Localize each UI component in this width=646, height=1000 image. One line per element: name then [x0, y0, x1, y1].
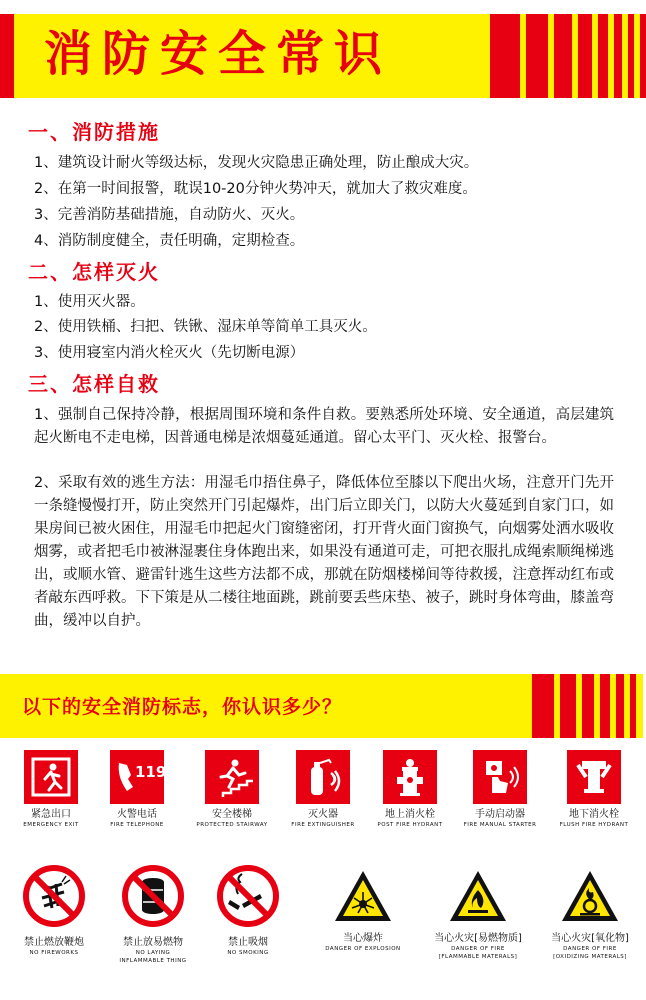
sign-flush-hydrant [556, 750, 632, 829]
banner-left-accent [0, 14, 14, 98]
list-item: 2、使用铁桶、扫把、铁锹、湿床单等简单工具灭火。 [34, 319, 377, 335]
section-title-measures: 一、消防措施 [28, 120, 160, 144]
section-title-extinguish: 二、怎样灭火 [28, 260, 160, 284]
page-title: 消防安全常识 [44, 26, 393, 82]
signs-banner-stripes [532, 674, 636, 738]
sign-label-cn: 当心火灾[易燃物质] [434, 933, 522, 944]
explosion-warning-icon [332, 868, 394, 924]
sign-label-en: EMERGENCY EXIT [23, 822, 79, 828]
sign-label-cn: 当心火灾[氧化物] [551, 933, 629, 944]
sign-fire-extinguisher [290, 750, 356, 829]
list-item: 3、完善消防基础措施，自动防火、灭火。 [34, 207, 305, 223]
sign-no-flammable [108, 864, 198, 965]
fire-number-text: 119 [135, 763, 167, 781]
no-fireworks-icon [22, 864, 86, 928]
sign-label-cn: 灭火器 [308, 809, 338, 820]
sign-label-cn: 手动启动器 [475, 809, 525, 820]
sign-label-en: DANGER OF FIRE [OXIDIZING MATERALS] [553, 946, 627, 960]
sign-fire-telephone [104, 750, 170, 829]
sign-safety-stair [196, 750, 268, 829]
fire-extinguisher-icon [296, 750, 350, 804]
sign-label-cn: 安全楼梯 [212, 809, 252, 820]
sign-explosion-warning [318, 868, 408, 953]
sign-label-en: POST FIRE HYDRANT [377, 822, 443, 828]
sign-emergency-exit [18, 750, 84, 829]
sign-label-en: FLUSH FIRE HYDRANT [559, 822, 629, 828]
fire-telephone-icon [110, 750, 167, 804]
manual-starter-icon [473, 750, 527, 804]
sign-label-en: NO SMOKING [227, 950, 269, 956]
sign-no-smoking [208, 864, 288, 957]
emergency-exit-icon [24, 750, 78, 804]
post-hydrant-icon [383, 750, 437, 804]
sign-label-cn: 禁止放易燃物 [123, 937, 183, 948]
sign-label-cn: 紧急出口 [31, 809, 71, 820]
flush-hydrant-icon [567, 750, 621, 804]
sign-label-cn: 地下消火栓 [569, 809, 619, 820]
sign-label-cn: 地上消火栓 [385, 809, 435, 820]
sign-label-en: FIRE TELEPHONE [110, 822, 164, 828]
sign-label-en: NO FIREWORKS [29, 950, 79, 956]
sign-label-en: DANGER OF FIRE [FLAMMABLE MATERALS] [438, 946, 518, 960]
sign-label-cn: 禁止燃放鞭炮 [24, 937, 84, 948]
sign-flammable-warning [428, 868, 528, 961]
list-item: 1、使用灭火器。 [34, 294, 145, 310]
no-flammable-icon [121, 864, 185, 928]
sign-label-cn: 当心爆炸 [343, 933, 383, 944]
sign-label-cn: 火警电话 [117, 809, 157, 820]
banner-stripes [490, 14, 646, 98]
safety-stair-icon [205, 750, 259, 804]
section-title-selfrescue: 三、怎样自救 [28, 372, 160, 396]
list-item: 2、在第一时间报警，耽误10-20分钟火势冲天，就加大了救灾难度。 [34, 181, 477, 197]
flammable-warning-icon [447, 868, 509, 924]
sign-label-cn: 禁止吸烟 [228, 937, 268, 948]
list-item: 1、建筑设计耐火等级达标，发现火灾隐患正确处理，防止酿成大灾。 [34, 155, 479, 171]
list-item: 3、使用寝室内消火栓灭火（先切断电源） [34, 345, 305, 361]
sign-label-en: FIRE EXTINGUISHER [291, 822, 355, 828]
list-item: 4、消防制度健全，责任明确，定期检查。 [34, 233, 305, 249]
no-smoking-icon [216, 864, 280, 928]
sign-oxidizing-warning [540, 868, 640, 961]
sign-label-en: FIRE MANUAL STARTER [463, 822, 537, 828]
sign-no-fireworks [12, 864, 96, 957]
sign-label-en: NO LAYING INFLAMMABLE THING [119, 950, 187, 964]
oxidizing-warning-icon [559, 868, 621, 924]
paragraph-selfrescue-2: 2、采取有效的逃生方法：用湿毛巾捂住鼻子，降低体位至膝以下爬出火场，注意开门先开一条缝慢慢打开，防止突然开门引起爆炸，出门后立即关门，以防大火蔓延到自家门口，如果房间已被火困住，用湿毛巾把起火门窗缝密闭，打开背火面门窗换气，向烟雾处洒水吸收烟雾，或者把毛巾被淋湿裹住身体跑出来，如果没有通道可走，可把衣服扎成绳索顺绳梯逃出，或顺水管、避雷针逃生这些方法都不成，那就在防烟楼梯间等待救援，注意挥动红布或者敲东西呼救。下下策是从二楼往地面跳，跳前要丢些床垫、被子，跳时身体弯曲，膝盖弯曲，缓冲以自护。 [34, 475, 614, 629]
signs-title: 以下的安全消防标志，你认识多少？ [22, 696, 343, 718]
paragraph-selfrescue-1: 1、强制自己保持冷静，根据周围环境和条件自救。要熟悉所处环境、安全通道，高层建筑起火断电不走电梯，因普通电梯是浓烟蔓延通道。留心太平门、灭火栓、报警台。 [34, 407, 614, 446]
sign-manual-starter [460, 750, 540, 829]
sign-label-en: DANGER OF EXPLOSION [325, 946, 401, 952]
sign-post-hydrant [374, 750, 446, 829]
sign-label-en: PROTECTED STAIRWAY [196, 822, 268, 828]
